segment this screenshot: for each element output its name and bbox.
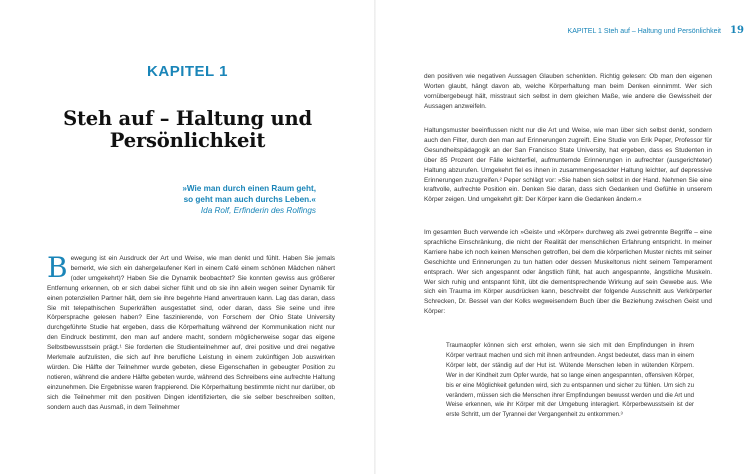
right-page xyxy=(375,0,750,474)
quote-text: Traumaopfer können sich erst erholen, wenn sie sich mit den Empfindungen in ihrem Körper vertraut machen und sich mit ihnen anfreunden. Angst bedeutet, dass man in einem Körper lebt, der ständig auf der Hut ist. Wütende Menschen leben in wütenden Körpern. Wer in der Kindheit zum Opfer wurde, hat so lange einen angespannten, offensiven Körper, bis er eine Möglichkeit gefunden wird, sich zu entspannen und sicher zu fühlen. Um sich zu verändern, müssen sich die Menschen ihrer Empfindungen bewusst werden und die Art und Weise erkennen, wie ihr Körper mit der Umgebung interagiert. Körperbewusstsein ist der erste Schritt, um der Tyrannei der Vergangenheit zu entkommen.³ xyxy=(446,342,694,419)
chapter-title xyxy=(40,108,335,152)
chapter-title-line2: Persönlichkeit xyxy=(109,129,266,152)
running-head: KAPITEL 1 Steh auf – Haltung und Persönlichkeit xyxy=(567,28,721,35)
right-paragraph-3 xyxy=(424,228,712,317)
right-paragraph-2 xyxy=(424,126,712,205)
epigraph-line1: »Wie man durch einen Raum geht, xyxy=(182,184,316,193)
block-quote xyxy=(446,341,694,420)
epigraph-line2: so geht man auch durchs Leben.« xyxy=(183,195,316,204)
paragraph-text: den positiven wie negativen Aussagen Glauben schenkten. Richtig gelesen: Ob man den eigenen Worten glaubt, hängt davon ab, welche Körperhaltung man beim Denken einnimmt. Wer sich vornübergebeugt hält, misstraut sich selbst in dem gleichen Maße, wie andere die Gewissheit der Aussagen anzweifeln. xyxy=(424,73,712,110)
epigraph xyxy=(60,183,316,205)
right-paragraph-1 xyxy=(424,72,712,112)
drop-cap: B xyxy=(47,251,68,284)
paragraph-text: Haltungsmuster beeinflussen nicht nur die Art und Weise, wie man über sich selbst denkt, sondern auch den Filter, durch den man auf Erinnerungen zugreift. Eine Studie von Erik Peper, Professor für Gesundheitspädagogik an der San Francisco State University, hat ergeben, dass es Studenten in über 85 Prozent der Fälle leichterfiel, aufmunternde Erinnerungen in aufrechter (ausgerichteter) Haltung abzurufen. Umgekehrt fiel es ihnen in zusammengesackter Haltung leichter, auf depressive Erinnerungen zuzugreifen.² Peper schlägt vor: »Sie haben sich selbst in der Hand. Nehmen Sie eine kraftvolle, aufrechte Position ein. Denken Sie daran, dass sich Gedanken und Gefühle in unserem Körper zeigen. Und umgekehrt gilt: Der Körper kann die Gedanken ändern.« xyxy=(424,127,712,204)
chapter-title-line1: Steh auf – Haltung und xyxy=(63,107,312,130)
left-body-paragraph: ewegung ist ein Ausdruck der Art und Weise, wie man denkt und fühlt. Haben Sie jemals bemerkt, wie sich ein dahergelaufener Kerl in einem Café einem schönen Mädchen nähert (oder umgekehrt)? Haben Sie die Dynamik beobachtet? Sie konnten gewiss aus größerer Entfernung erkennen, ob er sich dabei sicher fühlt und ob sie ihn allein wegen seiner Dynamik für einen potenziellen Partner hält, dem sie ihre begehrte Hand anvertrauen kann. Lag das daran, dass Sie mit telepathischen Superkräften ausgestattet sind, oder daran, dass Sie seine und ihre Körpersprache gelesen haben? Eine faszinierende, von Forschern der Ohio State University durchgeführte Studie hat ergeben, dass die Körperhaltung während der Kommunikation nicht nur den Eindruck bestimmt, den man auf andere macht, sondern möglicherweise sogar das eigene Selbstbewusstsein prägt.¹ Sie forderten die Studienteilnehmer auf, drei positive und drei negative Merkmale aufzulisten, die sich auf ihre berufliche Leistung in einem zukünftigen Job auswirken würden. Die Hälfte der Teilnehmer wurde gebeten, diese Eigenschaften in gebeugter Position zu notieren, während die andere Hälfte gebeten wurde, während des Schreibens eine aufrechte Haltung einzunehmen. Die Ergebnisse waren frappierend. Die Körperhaltung bestimmte nicht nur darüber, ob sich die Teilnehmer mit den positiven Dingen identifizierten, die sie selber beschreiben sollten, sondern auch das Ausmaß, in dem Teilnehmer xyxy=(47,255,335,411)
left-body-text xyxy=(47,251,335,413)
epigraph-source: Ida Rolf, Erfinderin des Rolfings xyxy=(200,206,316,215)
chapter-label: KAPITEL 1 xyxy=(147,63,228,80)
page-number: 19 xyxy=(730,25,744,36)
paragraph-text: Im gesamten Buch verwende ich »Geist« und »Körper« durchweg als zwei getrennte Begriffe – eine sprachliche Einschränkung, die nicht der Realität der menschlichen Erfahrung entspricht. In meiner Karriere habe ich noch keinen Menschen getroffen, bei dem die körperlichen Muster nichts mit seiner Geschichte und Erinnerungen zu tun hatten oder dessen Muskeltonus nicht seinem Temperament entsprach. Wer sich angespannt oder ängstlich fühlt, hat auch angespannte, ängstliche Muskeln. Wer sich ruhig und entspannt fühlt, übt die dementsprechende Wirkung auf sein Gewebe aus. Wie sich ein Trauma im Körper ausdrücken kann, beschreibt der folgende Ausschnitt aus Verkörperter Schrecken, Dr. Bessel van der Kolks wegweisendem Buch über die Beziehung zwischen Geist und Körper: xyxy=(424,229,712,316)
